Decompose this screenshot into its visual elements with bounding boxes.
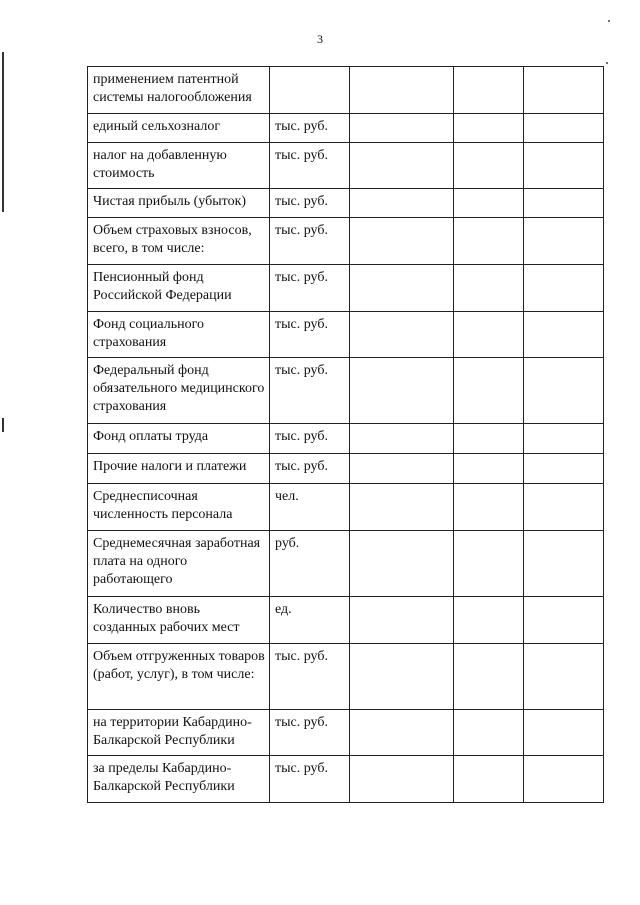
value-cell: [524, 189, 604, 218]
value-cell: [454, 265, 524, 312]
value-cell: [350, 484, 454, 531]
value-cell: [350, 143, 454, 189]
unit-cell: тыс. руб.: [270, 358, 350, 424]
indicator-cell: Количество вновь созданных рабочих мест: [88, 597, 270, 644]
indicator-cell: Чистая прибыль (убыток): [88, 189, 270, 218]
value-cell: [350, 67, 454, 114]
table-row: [88, 484, 604, 531]
unit-cell: тыс. руб.: [270, 312, 350, 358]
value-cell: [524, 312, 604, 358]
table-row: [88, 143, 604, 189]
value-cell: [454, 597, 524, 644]
unit-cell: тыс. руб.: [270, 710, 350, 756]
table-row: [88, 189, 604, 218]
table-row: [88, 531, 604, 597]
left-margin-mark: [2, 52, 4, 212]
unit-cell: тыс. руб.: [270, 454, 350, 484]
value-cell: [524, 484, 604, 531]
table-row: [88, 756, 604, 803]
value-cell: [350, 424, 454, 454]
value-cell: [454, 454, 524, 484]
indicators-table: [87, 66, 604, 803]
unit-cell: чел.: [270, 484, 350, 531]
table-row: [88, 424, 604, 454]
value-cell: [350, 189, 454, 218]
indicator-cell: единый сельхозналог: [88, 114, 270, 143]
value-cell: [350, 597, 454, 644]
value-cell: [454, 424, 524, 454]
table-row: [88, 710, 604, 756]
value-cell: [454, 312, 524, 358]
indicator-cell: Среднемесячная заработная плата на одного работающего: [88, 531, 270, 597]
value-cell: [524, 424, 604, 454]
indicator-cell: налог на добавленную стоимость: [88, 143, 270, 189]
value-cell: [524, 710, 604, 756]
value-cell: [350, 454, 454, 484]
value-cell: [454, 189, 524, 218]
value-cell: [454, 358, 524, 424]
value-cell: [454, 67, 524, 114]
value-cell: [524, 454, 604, 484]
scan-speck: [608, 20, 610, 22]
value-cell: [350, 644, 454, 710]
table-row: [88, 644, 604, 710]
unit-cell: тыс. руб.: [270, 218, 350, 265]
unit-cell: руб.: [270, 531, 350, 597]
table-row: [88, 312, 604, 358]
value-cell: [454, 218, 524, 265]
table-row: [88, 597, 604, 644]
value-cell: [454, 531, 524, 597]
indicator-cell: за пределы Кабардино-Балкарской Республики: [88, 756, 270, 803]
left-margin-mark: [2, 418, 4, 432]
indicator-cell: Фонд оплаты труда: [88, 424, 270, 454]
value-cell: [524, 265, 604, 312]
unit-cell: тыс. руб.: [270, 143, 350, 189]
indicator-cell: Прочие налоги и платежи: [88, 454, 270, 484]
value-cell: [454, 644, 524, 710]
unit-cell: [270, 67, 350, 114]
indicator-cell: Федеральный фонд обязательного медицинского страхования: [88, 358, 270, 424]
value-cell: [524, 597, 604, 644]
value-cell: [350, 756, 454, 803]
table-row: [88, 67, 604, 114]
value-cell: [524, 644, 604, 710]
value-cell: [524, 114, 604, 143]
unit-cell: тыс. руб.: [270, 644, 350, 710]
value-cell: [350, 358, 454, 424]
value-cell: [524, 218, 604, 265]
value-cell: [350, 312, 454, 358]
value-cell: [454, 484, 524, 531]
scan-speck: [606, 62, 608, 64]
page-number: 3: [317, 32, 323, 46]
value-cell: [524, 67, 604, 114]
indicator-cell: Объем страховых взносов, всего, в том числе:: [88, 218, 270, 265]
value-cell: [454, 756, 524, 803]
indicator-cell: применением патентной системы налогообложения: [88, 67, 270, 114]
value-cell: [350, 710, 454, 756]
value-cell: [350, 114, 454, 143]
value-cell: [454, 114, 524, 143]
indicator-cell: Среднесписочная численность персонала: [88, 484, 270, 531]
value-cell: [524, 756, 604, 803]
value-cell: [350, 265, 454, 312]
table-body: [88, 67, 604, 803]
indicator-cell: Фонд социального страхования: [88, 312, 270, 358]
unit-cell: тыс. руб.: [270, 265, 350, 312]
unit-cell: тыс. руб.: [270, 114, 350, 143]
table-row: [88, 218, 604, 265]
table-row: [88, 358, 604, 424]
table-row: [88, 114, 604, 143]
table-row: [88, 265, 604, 312]
value-cell: [350, 531, 454, 597]
indicator-cell: на территории Кабардино-Балкарской Республики: [88, 710, 270, 756]
value-cell: [350, 218, 454, 265]
unit-cell: тыс. руб.: [270, 424, 350, 454]
unit-cell: тыс. руб.: [270, 756, 350, 803]
value-cell: [524, 531, 604, 597]
value-cell: [524, 358, 604, 424]
table-row: [88, 454, 604, 484]
indicator-cell: Пенсионный фонд Российской Федерации: [88, 265, 270, 312]
unit-cell: ед.: [270, 597, 350, 644]
indicator-cell: Объем отгруженных товаров (работ, услуг), в том числе:: [88, 644, 270, 710]
value-cell: [454, 710, 524, 756]
unit-cell: тыс. руб.: [270, 189, 350, 218]
value-cell: [524, 143, 604, 189]
value-cell: [454, 143, 524, 189]
